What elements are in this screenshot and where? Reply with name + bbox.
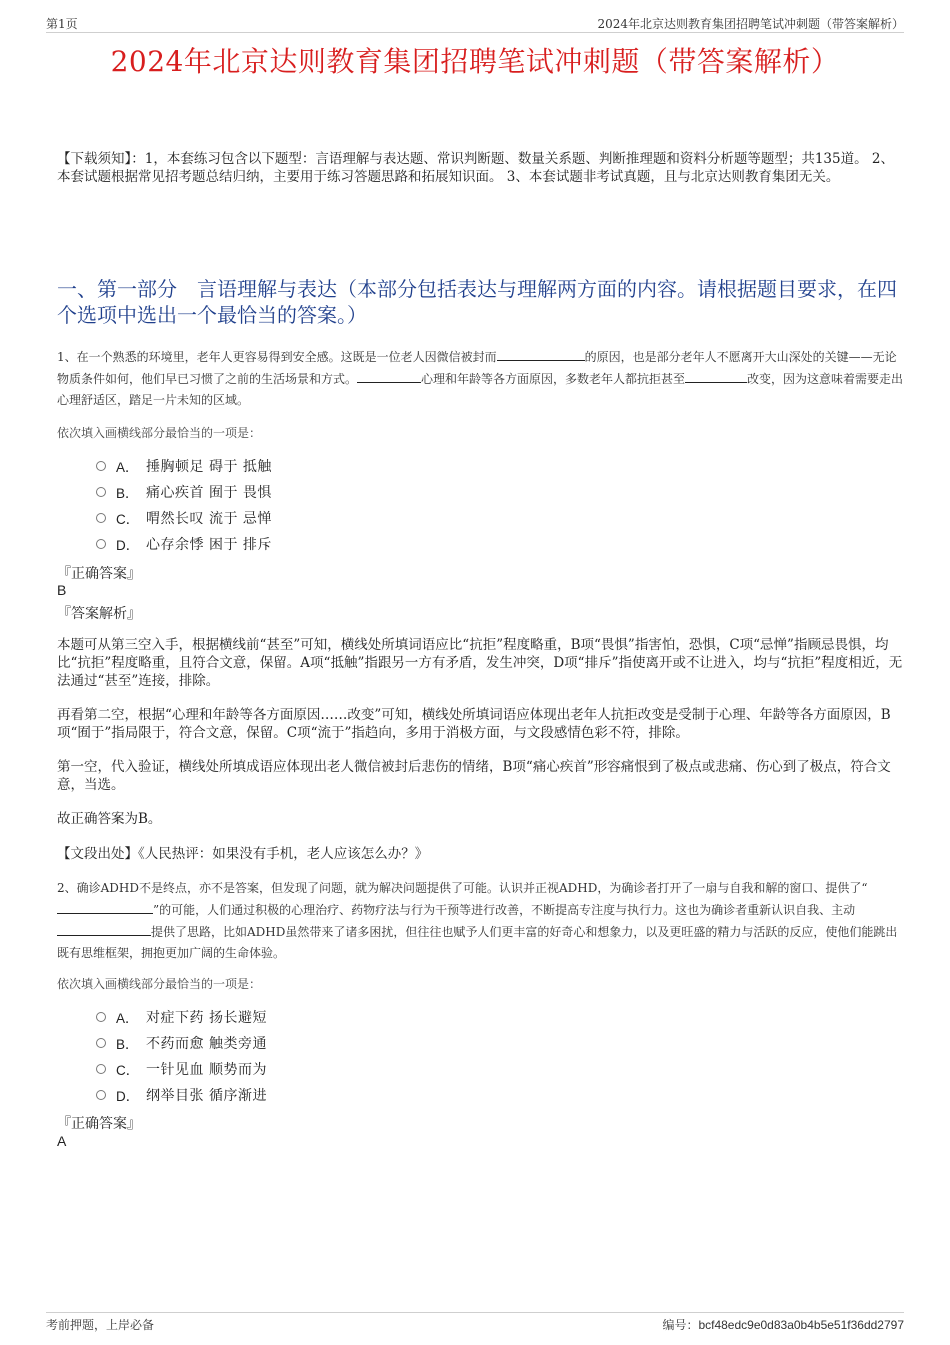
option-key: D． (116, 538, 140, 553)
page-number: 第1页 (46, 17, 78, 31)
q1-stem-part: 1、在一个熟悉的环境里，老年人更容易得到安全感。这既是一位老人因微信被封而 (57, 350, 497, 364)
question-1-stem (57, 346, 904, 411)
q2-stem-part: 提供了思路，比如ADHD虽然带来了诸多困扰，但往往也赋予人们更丰富的好奇心和想象力，以及更旺盛的精力与活跃的反应，使他们能跳出既有思维框架，拥抱更加广阔的生命体验。 (57, 925, 898, 960)
radio-icon[interactable] (96, 1090, 106, 1100)
option-key: B． (116, 486, 139, 501)
radio-icon[interactable] (96, 513, 106, 523)
code-value: bcf48edc9e0d83a0b4b5e51f36dd2797 (698, 1318, 904, 1332)
q1-stem-part: 心理和年龄等各方面原因，多数老年人都抗拒甚至 (421, 372, 686, 386)
fill-blank (57, 899, 153, 914)
fill-blank (57, 921, 151, 936)
q1-stem-part: 改变，因为这意味着需要走出心理舒适区，踏足一片未知的区域。 (57, 372, 904, 407)
radio-icon[interactable] (96, 539, 106, 549)
question-2-stem (57, 878, 904, 964)
running-title: 2024年北京达则教育集团招聘笔试冲刺题（带答案解析） (597, 17, 904, 31)
correct-answer: A (57, 1133, 67, 1149)
download-notice: 【下载须知】：1，本套练习包含以下题型：言语理解与表达题、常识判断题、数量关系题、判断推理题和资料分析题等题型；共135道。 2、本套试题根据常见招考题总结归纳，主要用于练习答题思路和拓展知识面。 3、本套试题非考试真题，且与北京达则教育集团无关。 (57, 151, 894, 185)
question-1-prompt: 依次填入画横线部分最恰当的一项是： (57, 426, 262, 440)
option-text: 心存余悸 困于 排斥 (146, 537, 272, 553)
option-key: C． (116, 512, 140, 527)
radio-icon[interactable] (96, 1012, 106, 1022)
option-b[interactable] (96, 1030, 267, 1056)
option-text: 痛心疾首 囿于 畏惧 (146, 485, 272, 501)
option-text: 不药而愈 触类旁通 (146, 1036, 267, 1052)
radio-icon[interactable] (96, 461, 106, 471)
radio-icon[interactable] (96, 487, 106, 497)
footer-slogan: 考前押题，上岸必备 (46, 1318, 155, 1332)
option-text: 喟然长叹 流于 忌惮 (146, 511, 272, 527)
q1-stem-part: 的原因，也是部分老年人不愿离开大山深处的关键——无论物质条件如何，他们早已习惯了之前的生活场景和方式。 (57, 350, 897, 386)
option-c[interactable] (96, 1056, 267, 1082)
analysis-paragraph: 第一空，代入验证，横线处所填成语应体现出老人微信被封后悲伤的情绪，B项“痛心疾首”形容痛恨到了极点或悲痛、伤心到了极点，符合文意，当选。 (57, 759, 891, 793)
correct-answer: B (57, 582, 67, 598)
fill-blank (497, 346, 585, 361)
analysis-label: 『答案解析』 (57, 606, 141, 622)
option-text: 纲举目张 循序渐进 (146, 1088, 267, 1104)
radio-icon[interactable] (96, 1038, 106, 1048)
option-a[interactable] (96, 1004, 267, 1030)
answer-label: 『正确答案』 (57, 1116, 141, 1132)
fill-blank (685, 368, 747, 383)
section-heading: 一、第一部分 言语理解与表达（本部分包括表达与理解两方面的内容。请根据题目要求，在四个选项中选出一个最恰当的答案。） (57, 277, 897, 327)
answer-label: 『正确答案』 (57, 566, 141, 582)
option-c[interactable] (96, 505, 272, 531)
analysis-paragraph: 本题可从第三空入手，根据横线前“甚至”可知，横线处所填词语应比“抗拒”程度略重，B项“畏惧”指害怕，恐惧，C项“忌惮”指顾忌畏惧，均比“抗拒”程度略重，且符合文意，保留。A项“抵触”指跟另一方有矛盾，发生冲突，D项“排斥”指使离开或不让进入，均与“抗拒”程度相近，无法通过“甚至”连接，排除。 (57, 637, 903, 689)
fill-blank (357, 368, 421, 383)
option-key: B． (116, 1037, 139, 1052)
q2-stem-part: ”的可能，人们通过积极的心理治疗、药物疗法与行为干预等进行改善，不断提高专注度与执行力。这也为确诊者重新认识自我、主动 (153, 903, 856, 917)
radio-icon[interactable] (96, 1064, 106, 1074)
code-label: 编号： (662, 1318, 699, 1332)
question-2-options (96, 1004, 267, 1108)
analysis-paragraph: 再看第二空，根据“心理和年龄等各方面原因……改变”可知，横线处所填词语应体现出老年人抗拒改变是受制于心理、年龄等各方面原因，B项“囿于”指局限于，符合文意，保留。C项“流于”指趋向，多用于消极方面，与文段感情色彩不符，排除。 (57, 707, 891, 741)
passage-source: 【文段出处】《人民热评：如果没有手机，老人应该怎么办？》 (57, 846, 429, 862)
option-text: 对症下药 扬长避短 (146, 1010, 267, 1026)
option-key: D． (116, 1089, 140, 1104)
option-b[interactable] (96, 479, 272, 505)
option-a[interactable] (96, 453, 272, 479)
analysis-conclusion: 故正确答案为B。 (57, 811, 162, 827)
page-footer (46, 1312, 904, 1335)
option-d[interactable] (96, 1082, 267, 1108)
question-1-options (96, 453, 272, 557)
question-2-prompt: 依次填入画横线部分最恰当的一项是： (57, 977, 262, 991)
option-d[interactable] (96, 531, 272, 557)
q2-stem-part: 2、确诊ADHD不是终点，亦不是答案，但发现了问题，就为解决问题提供了可能。认识并正视ADHD，为确诊者打开了一扇与自我和解的窗口、提供了“ (57, 881, 868, 895)
option-text: 捶胸顿足 碍于 抵触 (146, 459, 272, 475)
option-key: C． (116, 1063, 140, 1078)
option-key: A． (116, 460, 139, 475)
document-code (662, 1316, 904, 1333)
option-text: 一针见血 顺势而为 (146, 1062, 267, 1078)
document-title: 2024年北京达则教育集团招聘笔试冲刺题（带答案解析） (110, 45, 840, 78)
option-key: A． (116, 1011, 139, 1026)
page-header (46, 12, 904, 33)
